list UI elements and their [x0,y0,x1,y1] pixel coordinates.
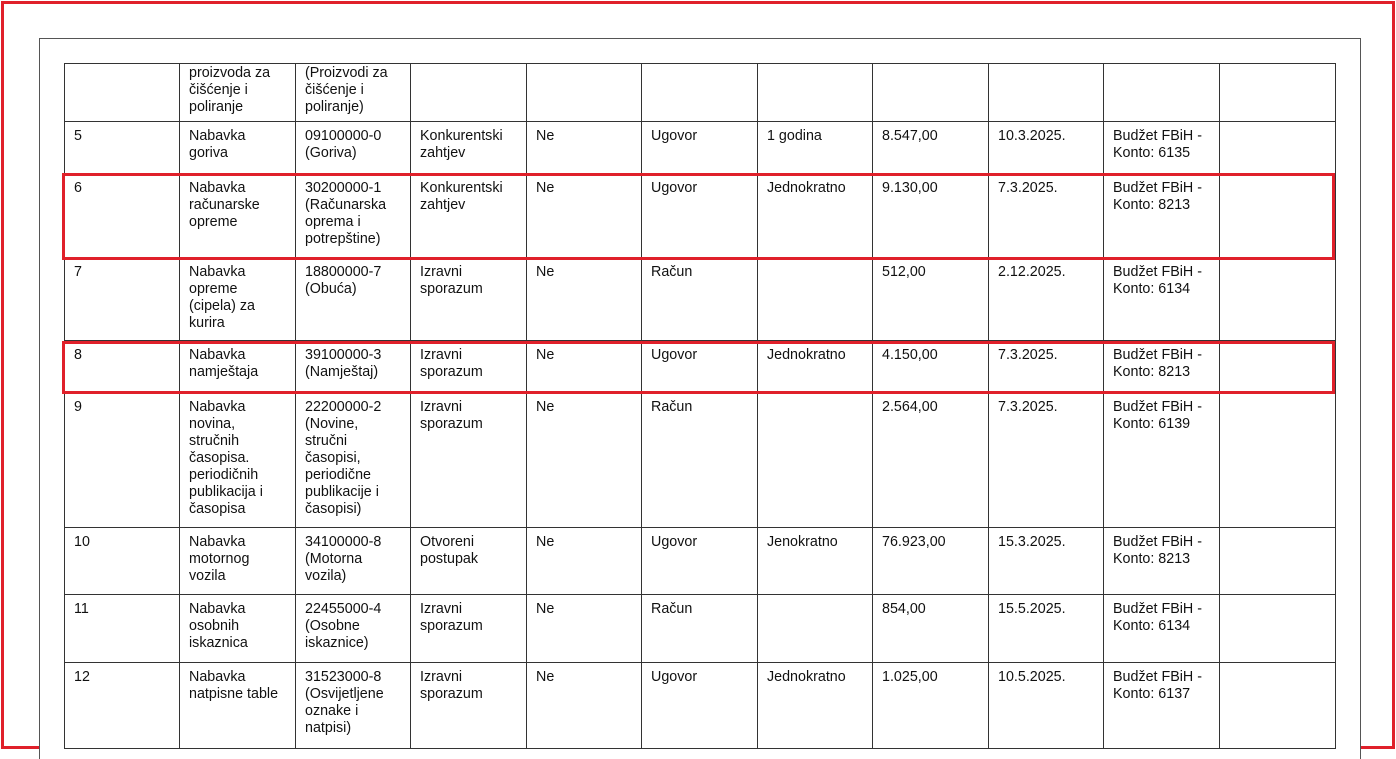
table-row [65,64,1336,122]
cell-duration: Jednokratno [758,663,873,749]
table-row [65,393,1336,528]
cell-number: 5 [65,122,180,174]
cell-value: 4.150,00 [873,341,989,393]
cell-duration [758,393,873,528]
cell-name: Nabavka goriva [180,122,296,174]
cell-number: 6 [65,174,180,258]
cell-funding-source: Budžet FBiH - Konto: 6139 [1104,393,1220,528]
cell-procedure: Izravni sporazum [411,393,527,528]
cell-extra [1220,528,1336,595]
cell-contract-type: Račun [642,258,758,341]
cell-duration: 1 godina [758,122,873,174]
cell-ne: Ne [527,122,642,174]
table-row [65,341,1336,393]
cell-funding-source: Budžet FBiH - Konto: 6134 [1104,258,1220,341]
cell-extra [1220,122,1336,174]
cell-funding-source: Budžet FBiH - Konto: 6137 [1104,663,1220,749]
cell-number: 8 [65,341,180,393]
cell-procedure: Otvoreni postupak [411,528,527,595]
cell-value: 9.130,00 [873,174,989,258]
cell-number: 9 [65,393,180,528]
cell-ne: Ne [527,663,642,749]
cell-extra [1220,64,1336,122]
cell-value [873,64,989,122]
cell-cpv: 22200000-2 (Novine, stručni časopisi, periodične publikacije i časopisi) [296,393,411,528]
cell-procedure: Konkurentski zahtjev [411,174,527,258]
cell-ne [527,64,642,122]
cell-contract-type: Ugovor [642,341,758,393]
cell-contract-type: Ugovor [642,528,758,595]
table-row [65,528,1336,595]
cell-duration: Jenokratno [758,528,873,595]
table-row [65,174,1336,258]
cell-ne: Ne [527,595,642,663]
cell-contract-type: Račun [642,393,758,528]
cell-procedure: Izravni sporazum [411,663,527,749]
cell-date: 15.3.2025. [989,528,1104,595]
cell-funding-source: Budžet FBiH - Konto: 8213 [1104,174,1220,258]
cell-extra [1220,663,1336,749]
cell-extra [1220,595,1336,663]
cell-contract-type: Račun [642,595,758,663]
cell-duration [758,64,873,122]
cell-duration [758,258,873,341]
cell-date [989,64,1104,122]
cell-value: 854,00 [873,595,989,663]
cell-funding-source [1104,64,1220,122]
cell-value: 512,00 [873,258,989,341]
cell-value: 76.923,00 [873,528,989,595]
cell-name: proizvoda za čišćenje i poliranje [180,64,296,122]
cell-ne: Ne [527,258,642,341]
cell-name: Nabavka računarske opreme [180,174,296,258]
table-row [65,663,1336,749]
cell-cpv: 30200000-1 (Računarska oprema i potrepštine) [296,174,411,258]
cell-name: Nabavka natpisne table [180,663,296,749]
cell-number: 12 [65,663,180,749]
cell-procedure [411,64,527,122]
cell-extra [1220,341,1336,393]
cell-cpv: 18800000-7 (Obuća) [296,258,411,341]
cell-contract-type [642,64,758,122]
cell-contract-type: Ugovor [642,122,758,174]
cell-cpv: 31523000-8 (Osvijetljene oznake i natpisi) [296,663,411,749]
cell-ne: Ne [527,174,642,258]
cell-value: 1.025,00 [873,663,989,749]
cell-extra [1220,174,1336,258]
cell-number [65,64,180,122]
cell-ne: Ne [527,393,642,528]
cell-number: 10 [65,528,180,595]
cell-funding-source: Budžet FBiH - Konto: 8213 [1104,528,1220,595]
table-row [65,595,1336,663]
cell-date: 7.3.2025. [989,393,1104,528]
cell-duration: Jednokratno [758,341,873,393]
cell-duration [758,595,873,663]
cell-name: Nabavka novina, stručnih časopisa. periodičnih publikacija i časopisa [180,393,296,528]
cell-name: Nabavka opreme (cipela) za kurira [180,258,296,341]
cell-cpv: 34100000-8 (Motorna vozila) [296,528,411,595]
cell-cpv: 22455000-4 (Osobne iskaznice) [296,595,411,663]
cell-contract-type: Ugovor [642,663,758,749]
cell-procedure: Izravni sporazum [411,258,527,341]
cell-date: 2.12.2025. [989,258,1104,341]
cell-funding-source: Budžet FBiH - Konto: 6134 [1104,595,1220,663]
cell-cpv: (Proizvodi za čišćenje i poliranje) [296,64,411,122]
cell-name: Nabavka motornog vozila [180,528,296,595]
cell-number: 11 [65,595,180,663]
cell-date: 10.3.2025. [989,122,1104,174]
cell-value: 2.564,00 [873,393,989,528]
cell-name: Nabavka namještaja [180,341,296,393]
cell-contract-type: Ugovor [642,174,758,258]
cell-number: 7 [65,258,180,341]
cell-value: 8.547,00 [873,122,989,174]
cell-cpv: 09100000-0 (Goriva) [296,122,411,174]
cell-date: 15.5.2025. [989,595,1104,663]
cell-date: 7.3.2025. [989,174,1104,258]
table-row [65,122,1336,174]
table-row [65,258,1336,341]
cell-date: 10.5.2025. [989,663,1104,749]
cell-ne: Ne [527,341,642,393]
cell-duration: Jednokratno [758,174,873,258]
cell-date: 7.3.2025. [989,341,1104,393]
cell-name: Nabavka osobnih iskaznica [180,595,296,663]
cell-ne: Ne [527,528,642,595]
cell-cpv: 39100000-3 (Namještaj) [296,341,411,393]
cell-funding-source: Budžet FBiH - Konto: 6135 [1104,122,1220,174]
cell-procedure: Izravni sporazum [411,595,527,663]
cell-extra [1220,393,1336,528]
cell-procedure: Izravni sporazum [411,341,527,393]
cell-procedure: Konkurentski zahtjev [411,122,527,174]
procurement-table [64,63,1336,749]
cell-funding-source: Budžet FBiH - Konto: 8213 [1104,341,1220,393]
cell-extra [1220,258,1336,341]
